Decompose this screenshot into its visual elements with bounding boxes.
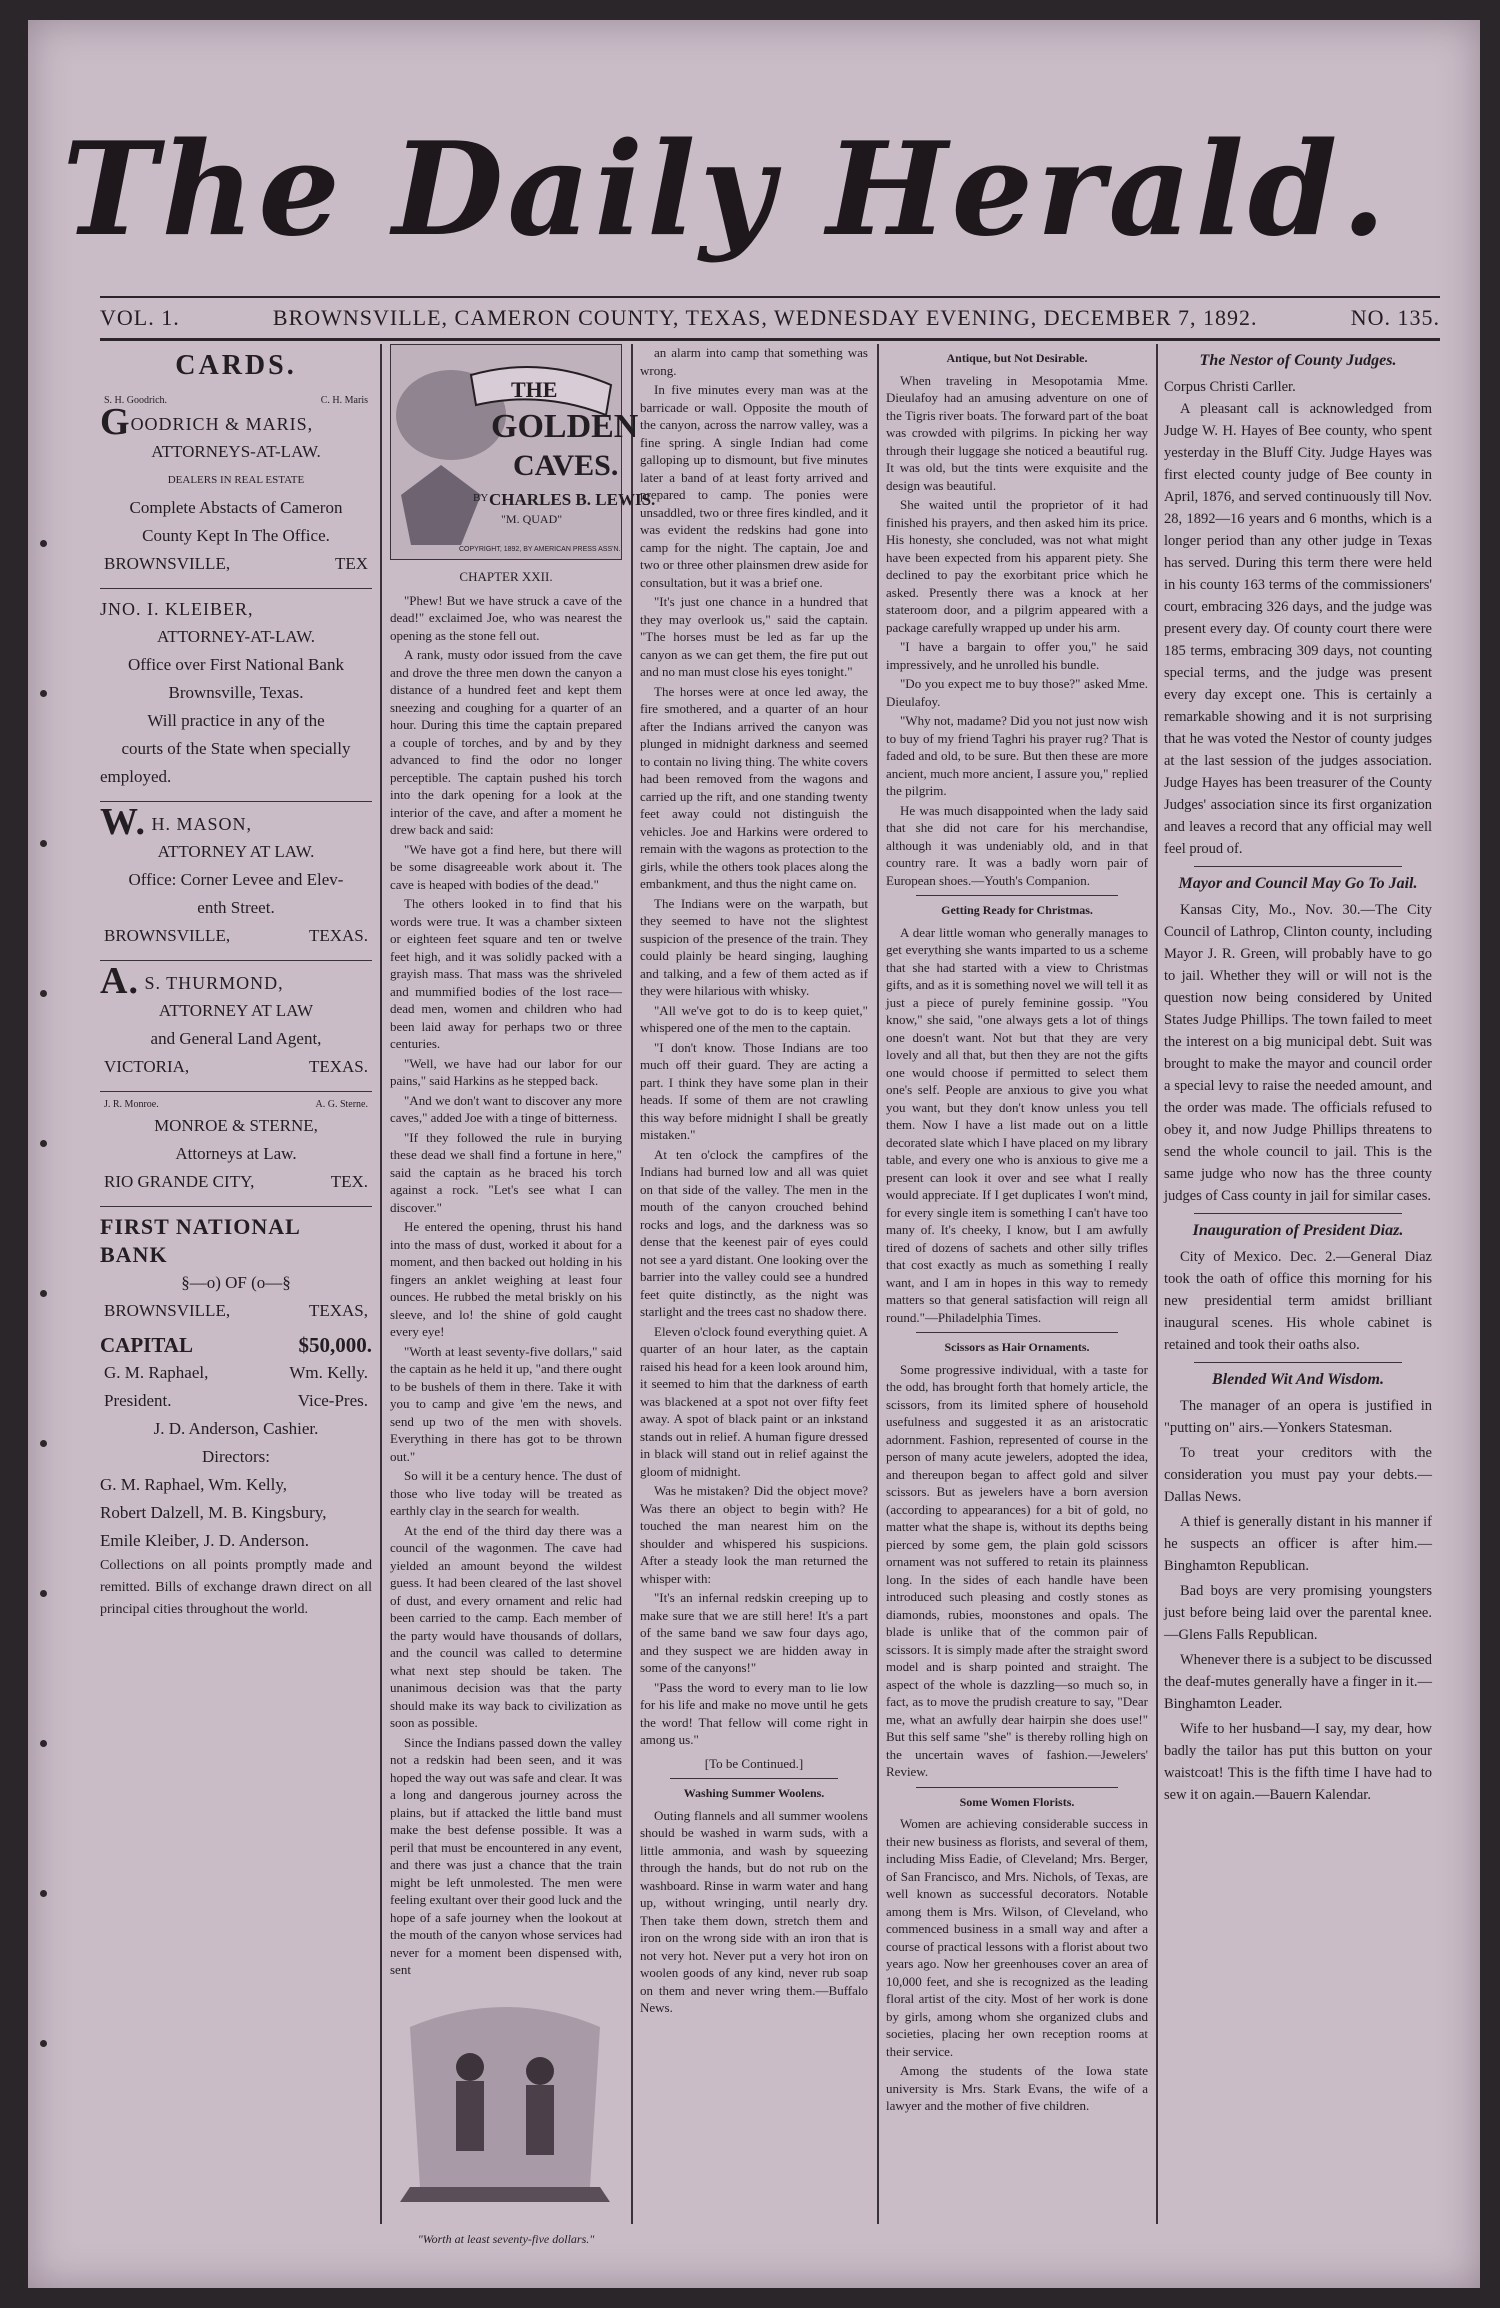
attorney-role: ATTORNEY AT LAW: [158, 1001, 314, 1020]
article-paragraph: When traveling in Mesopotamia Mme. Dieulafoy had an amusing adventure on one of the Tigris river boats. The forward part of the boat was crowded with pilgrims. In picking her way through their luggage she noticed a beautiful rug. It was old, but the tints were exquisite and the design was beautiful.: [886, 372, 1148, 493]
article-heading-scissors: Scissors as Hair Ornaments.: [944, 1340, 1090, 1354]
card-place: BROWNSVILLE,: [104, 926, 231, 945]
partner-name: J. R. Monroe.: [104, 1099, 159, 1110]
separator: [916, 1787, 1118, 1788]
article-paragraph: He was much disappointed when the lady said that she did not care for his merchandise, although it was undeniably old, and in that country rare. It was a badly worn pair of European shoes.—Youth's Companion.: [886, 802, 1148, 888]
card-place: RIO GRANDE CITY,: [104, 1172, 255, 1191]
men-illustration-svg: [390, 1987, 622, 2207]
card-state: TEXAS.: [308, 1057, 368, 1076]
chapter-heading: CHAPTER XXII.: [459, 569, 553, 584]
cards-heading: CARDS.: [175, 350, 297, 381]
capital-label: CAPITAL: [100, 1333, 193, 1357]
story-paragraph: "Well, we have had our labor for our pains," said Harkins as he stepped back.: [390, 1055, 622, 1088]
binding-hole: [40, 1290, 47, 1297]
card-line: employed.: [100, 767, 172, 786]
column-golden-caves: [390, 344, 656, 2246]
article-heading-antique: Antique, but Not Desirable.: [946, 351, 1088, 365]
separator: [1194, 1362, 1402, 1363]
newspaper-title: The Daily Herald.: [62, 115, 1390, 265]
article-antique: [886, 372, 1148, 890]
article-text-diaz: City of Mexico. Dec. 2.—General Diaz took the oath of office this morning for his new presidential term amidst brilliant inaugural scenes. His whole cabinet is retained and took their oaths also.: [1164, 1249, 1432, 1353]
story-paragraph: Was he mistaken? Did the object move? Was there an object to begin with? He touched the man nearest him on the shoulder and whispered his suspicions. After a steady look the man returned the whisper with:: [640, 1483, 868, 1586]
partner-name: A. G. Sterne.: [315, 1099, 368, 1110]
article-scissors: [886, 1361, 1148, 1781]
story-paragraph: "It's just one chance in a hundred that they may overlook us," said the captain. "The horses must be led as far up the canyon as we can get them, the fire put out and no man must close his eyes tonight.": [640, 594, 868, 679]
illustration-caption: "Worth at least seventy-five dollars.": [417, 2231, 595, 2246]
column-rule: [631, 344, 633, 2224]
binding-hole: [40, 1590, 47, 1597]
column-news: [1164, 344, 1432, 2224]
column-story-continued: [640, 344, 868, 2224]
firm-name: OODRICH & MARIS,: [130, 414, 314, 434]
story-paragraph: So will it be a century hence. The dust of those who live today will be treated as earthly clay in the search for wealth.: [390, 1468, 622, 1518]
card-line: courts of the State when specially: [121, 739, 351, 758]
binding-hole: [40, 540, 47, 547]
dateline: [100, 296, 1440, 341]
card-line: Will practice in any of the: [147, 711, 325, 730]
binding-hole: [40, 690, 47, 697]
card-monroe-sterne: [100, 1092, 372, 1207]
scene-ground: [400, 2187, 610, 2202]
binding-hole: [40, 1890, 47, 1897]
drop-initial: W.: [100, 801, 147, 843]
attorney-role: ATTORNEY AT LAW.: [157, 842, 315, 861]
firm-role: Attorneys at Law.: [175, 1144, 297, 1163]
card-state: TEX.: [330, 1172, 368, 1191]
place-and-date: BROWNSVILLE, CAMERON COUNTY, TEXAS, WEDNESDAY EVENING, DECEMBER 7, 1892.: [272, 305, 1258, 330]
card-thurmond: [100, 961, 372, 1092]
article-paragraph: Wife to her husband—I say, my dear, how badly the tailor has put this button on your waistcoat! This is the fifth time I have had to sew it on again.—Bauern Kalendar.: [1164, 1721, 1432, 1803]
article-paragraph: A dear little woman who generally manages to get everything she wants imparted to us a scheme that she had started with a view to Christmas gifts, and as it is something novel we will tell it as just a piece of purely feminine gossip. "You know," she said, "one always gets a lot of things one doesn't want. Not but that they are very lovely and all that, but then they are not the gifts one would choose if permitted to select them one's self. People are anxious to give you what you want, but they don't know unless you tell them. Now I have a list made out on a little decorated slate which I have placed on my library table, and every one who is anxious to give me a present can look it over and see what I really would appreciate. If I get duplicates I won't mind, for every single item is something I can't have too many of. It's cheeky, I know, but I am awfully tired of dozens of sachets and other silly trifles that cost exactly as much as something I really want, and I am in hopes in this way to remedy matters so that general satisfaction will reign all round."—Philadelphia Times.: [886, 924, 1148, 1325]
volume-number: VOL. 1.: [100, 305, 180, 330]
article-heading-mayor: Mayor and Council May Go To Jail.: [1178, 875, 1418, 892]
article-paragraph: She waited until the proprietor of it had finished his prayers, and then asked him its price. His honesty, she concluded, was not what might have been expected from his apparent piety. She declined to pay the exorbitant price which he asked. Presently there was a knock at her stateroom door, and a pilgrim appeared with a package carefully wrapped up under his arm.: [886, 497, 1148, 635]
capital-value: $50,000.: [298, 1333, 372, 1357]
partner-name: S. H. Goodrich.: [104, 395, 168, 406]
figure-body: [456, 2081, 484, 2151]
article-text-nestor: A pleasant call is acknowledged from Judge W. H. Hayes of Bee county, who spent yesterday in the Bluff City. Judge Hayes was first elected county judge of Bee county in April, 1876, and served continuously till Nov. 28, 1892—16 years and 6 months, which is a longer period than any other judge in Texas has served. During this term there were held in his county 163 terms of the commissioners' court, embracing 326 days, and the judge was present every day. Of county court there were 185 terms, embracing 309 days, not counting special terms, and the judge was present every day except one. This is certainly a remarkable showing and it is not surprising that he was voted the Nestor of county judges at the last session of the judges association. Judge Hayes has been treasurer of the County Judges' association since its first organization and leaves a record that any official may well feel proud of.: [1164, 401, 1432, 857]
directors-heading: Directors:: [202, 1447, 270, 1466]
story-paragraphs: [640, 344, 868, 1749]
story-paragraph: an alarm into camp that something was wrong.: [640, 345, 868, 378]
story-paragraph: "It's an infernal redskin creeping up to make sure that we are still here! It's a part of the same band we saw four days ago, and they suspect we are hidden away in some of the canyons!": [640, 1590, 868, 1675]
card-line: Office: Corner Levee and Elev-: [128, 870, 344, 889]
story-paragraph: Since the Indians passed down the valley not a redskin had been seen, and it was hoped the way out was safe and clear. It was a long and dangerous journey across the plains, but if attacked the little band must make the best defense possible. It was a peril that must be encountered in any event, and there was just a chance that the train might be left unmolested. The men were feeling exultant over their good luck and the hope of a safe journey when the lookout at the mouth of the canyon whose services had never for a moment been dispensed with, sent: [390, 1734, 622, 1977]
story-paragraph: A rank, musty odor issued from the cave and drove the three men down the canyon a distance of a hundred feet and kept them sneezing and coughing for a quarter of an hour. During this time the captain prepared a couple of torches, and by and by they advanced to find the odor no longer perceptible. The captain pushed his torch into the dark opening for a look at the interior of the cave, and after a moment he drew back and said:: [390, 647, 622, 837]
story-paragraph: "If they followed the rule in burying these dead we shall find a fortune in here," said the captain as he braced his torch against a rock. "Let's see what I can discover.": [390, 1129, 622, 1215]
story-paragraph: "We have got a find here, but there will be some disagreeable work about it. The cave is heaped with bodies of the dead.": [390, 841, 622, 892]
article-heading-nestor: The Nestor of County Judges.: [1199, 352, 1397, 369]
card-kleiber: [100, 589, 372, 802]
binding-hole: [40, 1740, 47, 1747]
binding-hole: [40, 2040, 47, 2047]
column-rule: [380, 344, 382, 2224]
figure-head: [456, 2053, 484, 2081]
article-heading-diaz: Inauguration of President Diaz.: [1192, 1222, 1404, 1239]
card-state: TEX: [334, 554, 368, 573]
story-paragraph: "All we've got to do is to keep quiet," whispered one of the men to the captain.: [640, 1002, 868, 1035]
two-men-illustration: [390, 1987, 622, 2227]
story-paragraph: "Worth at least seventy-five dollars," said the captain as he held it up, "and there ought to be bushels of them in there. Take it with you to camp and give 'em the news, and send up two of the men with shovels. Everything in there has got to be thrown out.": [390, 1343, 622, 1464]
story-paragraph: Eleven o'clock found everything quiet. A quarter of an hour later, as the captain raised his head for a keen look around him, it seemed to him that the darkness of earth was blackened at a spot not over fifty feet away. A spot of black paint or an inkstand stands out in relief. A human figure dressed in black will stand out in relief against the gloom of midnight.: [640, 1323, 868, 1479]
drop-initial: A.: [100, 960, 139, 1002]
drop-initial: G: [100, 401, 131, 443]
firm-subtitle: DEALERS IN REAL ESTATE: [167, 474, 305, 486]
card-goodrich-maris: [100, 388, 372, 589]
story-paragraph: "Pass the word to every man to lie low for his life and make no move until he gets the word! That fellow will come right in among us.": [640, 1679, 868, 1747]
article-florists: [886, 1815, 1148, 2115]
directors-line: Robert Dalzell, M. B. Kingsbury,: [100, 1503, 327, 1522]
card-line: County Kept In The Office.: [142, 526, 330, 545]
article-heading-wit: Blended Wit And Wisdom.: [1212, 1371, 1384, 1388]
article-wit: [1164, 1395, 1432, 1806]
card-first-national-bank: [100, 1207, 372, 1631]
card-mason: [100, 802, 372, 961]
article-paragraph: Women are achieving considerable success in their new business as florists, and several of them, including Miss Eadie, of Cleveland; Mrs. Berger, of San Francisco, and Mrs. Nichols, of Texas, are well known as successful decorators. Notable among them is Mrs. Wilson, of Cleveland, who commenced business in a small way and after a course of practical lessons with a florist about two years ago. Now her greenhouses cover an area of 10,000 feet, and she is recognized as the leading floral artist of the city. Most of her work is done by girls, among whom she organized clubs and societies, placing her own reception rooms at their service.: [886, 1816, 1148, 2059]
bank-name: FIRST NATIONAL BANK: [100, 1214, 300, 1267]
vice-president-name: Wm. Kelly.: [289, 1363, 368, 1382]
story-paragraph: "I don't know. Those Indians are too much off their guard. They are acting a part. I think they have some plan in their heads. If some of them are not crawling this way before midnight I shall be greatly mistaken.": [640, 1039, 868, 1142]
card-line: Brownsville, Texas.: [168, 683, 304, 702]
story-paragraph: The others looked in to find that his words were true. It was a chamber sixteen or eighteen feet square and ten or twelve feet high, and it was solidly packed with a grayish mass. That mass was the shriveled and mummified bodies of the lost race—dead men, women and children who had been laid away for perhaps two or three centuries.: [390, 896, 622, 1051]
separator: [1194, 1213, 1402, 1214]
card-line: Complete Abstacts of Cameron: [129, 498, 343, 517]
banner-word-caves: CAVES.: [513, 449, 619, 482]
attorney-name: JNO. I. KLEIBER,: [100, 599, 254, 619]
cashier: J. D. Anderson, Cashier.: [153, 1419, 319, 1438]
article-paragraph: Some progressive individual, with a taste for the odd, has brought forth that homely article, the scissors, from its limited sphere of household usefulness and suggested it as an aristocratic adornment. Fashion, represented of course in the person of many acute jewelers, adopted the idea, and thereupon began to affect gold and silver scissors. But as jewelers have a born aversion (according to appearances) for a bit of gold, no matter what the shape is, without its depths being pierced by some gem, the plain gold scissors ornament was not suffered to retain its plainness long. In the sides of each handle have been introduced such pleasing and costly stones as diamonds, rubies, moonstones and opals. The blade is unlike that of the common pair of scissors. It is simply made after the straight sword model and is sharp pointed and straight. The aspect of the whole is dazzling—so much so, in fact, as to move the prudish creature to say, "Dear me, what an awfully dear hairpin she does use!" But this self same "she" is thereby rolling high on the uncertain waves of fashion.—Jewelers' Review.: [886, 1361, 1148, 1779]
article-christmas: [886, 924, 1148, 1327]
story-paragraphs: [390, 592, 622, 1979]
card-place: BROWNSVILLE,: [104, 554, 231, 573]
issue-number: NO. 135.: [1350, 305, 1440, 330]
banner-author: CHARLES B. LEWIS.: [489, 490, 656, 509]
article-text-washing: Outing flannels and all summer woolens should be washed in warm suds, with a little ammonia, and wash by squeezing through the hands, but do not rub on the washboard. Rinse in warm water and hang up, without wringing, until nearly dry. Then take them down, stretch them and iron on the wrong side with an iron that is not very hot. Never put a very hot iron on woolen goods of any kind, never rub soap on them and never wring them.—Buffalo News.: [640, 1807, 868, 2015]
firm-role: ATTORNEYS-AT-LAW.: [151, 442, 321, 461]
separator: [916, 895, 1118, 896]
binding-hole: [40, 1440, 47, 1447]
bank-state: TEXAS,: [308, 1301, 368, 1320]
binding-hole: [40, 840, 47, 847]
separator: [916, 1332, 1118, 1333]
figure-body: [526, 2085, 554, 2155]
article-paragraph: Bad boys are very promising youngsters just before being laid over the parental knee.—Glens Falls Republican.: [1164, 1583, 1432, 1643]
article-heading-florists: Some Women Florists.: [959, 1794, 1075, 1809]
bank-city: BROWNSVILLE,: [104, 1301, 231, 1320]
banner-pen-name: "M. QUAD": [501, 512, 563, 526]
article-heading-washing: Washing Summer Woolens.: [683, 1786, 825, 1800]
article-paragraph: The manager of an opera is justified in "putting on" airs.—Yonkers Statesman.: [1164, 1398, 1432, 1436]
article-paragraph: "Do you expect me to buy those?" asked Mme. Dieulafoy.: [886, 676, 1148, 709]
card-place: VICTORIA,: [104, 1057, 190, 1076]
article-paragraph: To treat your creditors with the consideration you must pay your debts.—Dallas News.: [1164, 1445, 1432, 1505]
binding-hole: [40, 1140, 47, 1147]
bank-of: §—o) OF (o—§: [181, 1273, 291, 1292]
president-role: President.: [104, 1391, 172, 1410]
story-paragraph: The Indians were on the warpath, but they seemed to have not the slightest suspicion of the presence of the train. They could plainly be heard singing, laughing and talking, and a few of them acted as if they were hilarious with whisky.: [640, 895, 868, 998]
attorney-name: S. THURMOND,: [144, 973, 284, 993]
banner-illustration-svg: [391, 345, 656, 559]
president-name: G. M. Raphael,: [104, 1363, 209, 1382]
card-line: and General Land Agent,: [150, 1029, 322, 1048]
card-line: Office over First National Bank: [128, 655, 344, 674]
separator: [670, 1778, 838, 1779]
binding-hole: [40, 990, 47, 997]
column-misc-articles: [886, 344, 1148, 2224]
article-paragraph: A thief is generally distant in his manner if he suspects an officer is after him.—Binghamton Republican.: [1164, 1514, 1432, 1574]
column-rule: [877, 344, 879, 2224]
scene-figures: [401, 465, 481, 545]
card-state: TEXAS.: [308, 926, 368, 945]
banner-word-the: THE: [511, 377, 558, 402]
masthead: [40, 110, 1412, 270]
article-source: Corpus Christi Carller.: [1164, 379, 1296, 395]
article-paragraph: Among the students of the Iowa state university is Mrs. Stark Evans, the wife of a lawyer and the mother of five children.: [886, 2063, 1148, 2113]
firm-name: MONROE & STERNE,: [154, 1116, 318, 1135]
to-be-continued: [To be Continued.]: [704, 1755, 804, 1771]
story-paragraph: The horses were at once led away, the fire smothered, and a quarter of an hour after the Indians arrived the canyon was plunged in midnight darkness and seemed to contain no living thing. The white covers had been removed from the wagons and carried up the rift, and one standing twenty feet away could not distinguish the vehicles. Joe and Harkins were ordered to remain with the wagons as protection to the girls, while the others took places along the embankment, and thus the night came on.: [640, 683, 868, 891]
directors-line: Emile Kleiber, J. D. Anderson.: [100, 1531, 309, 1550]
attorney-role: ATTORNEY-AT-LAW.: [156, 627, 316, 646]
banner-word-golden: GOLDEN: [491, 408, 639, 445]
column-rule: [1156, 344, 1158, 2224]
banner-copyright: COPYRIGHT, 1892, BY AMERICAN PRESS ASS'N.: [459, 546, 621, 553]
story-paragraph: "Phew! But we have struck a cave of the dead!" exclaimed Joe, who was nearest the opening as the stone fell out.: [390, 592, 622, 643]
golden-caves-banner-illustration: [390, 344, 656, 560]
column-cards: [100, 344, 372, 2224]
card-line: enth Street.: [197, 898, 275, 917]
figure-head: [526, 2057, 554, 2085]
article-text-mayor: Kansas City, Mo., Nov. 30.—The City Council of Lathrop, Clinton county, including Mayor J. R. Green, will probably have to go to jail. Whether they will or will not is the question now being considered by United States Judge Phillips. The town failed to meet the interest on a big municipal debt. Suit was brought to make the mayor and council order a special levy to raise the needed amount, and the order was made. The officials refused to obey it, and now Judge Phillips threatens to send the whole council to jail. This is the same judge who now has the three county judges of Cass county in jail for similar cases.: [1164, 902, 1432, 1204]
story-paragraph: At ten o'clock the campfires of the Indians had burned low and all was quiet on that side of the valley. The men in the mouth of the canyon crouched behind rocks and logs, and the darkness was so dense that the keenest pair of eyes could not see a yard distant. One looking over the barrier into the valley could see a hundred feet quite distinctly, as the night was starlight and the trees cast no shadow there.: [640, 1146, 868, 1319]
scene-cave: [410, 2007, 600, 2187]
article-paragraph: "Why not, madame? Did you not just now wish to buy of my friend Taghri his prayer rug? That is faded and old, to be sure. But then these are more ancient, much more ancient, I assure you," replied the pilgrim.: [886, 713, 1148, 798]
article-paragraph: Whenever there is a subject to be discussed the deaf-mutes generally have a finger in it.—Binghamton Leader.: [1164, 1652, 1432, 1712]
directors-line: G. M. Raphael, Wm. Kelly,: [100, 1475, 287, 1494]
article-heading-christmas: Getting Ready for Christmas.: [941, 903, 1093, 917]
separator: [1194, 866, 1402, 867]
vice-president-role: Vice-Pres.: [297, 1391, 368, 1410]
banner-by: BY: [473, 492, 489, 504]
article-paragraph: "I have a bargain to offer you," he said impressively, and he unrolled his bundle.: [886, 639, 1148, 672]
partner-name: C. H. Maris: [320, 395, 368, 406]
attorney-name: H. MASON,: [151, 814, 253, 834]
story-paragraph: In five minutes every man was at the barricade or wall. Opposite the mouth of the canyon, across the narrow valley, was a fine spring. A single Indian had come galloping up to dismount, but five minutes later a band of at least forty arrived and prepared to camp. The ponies were unsaddled, two or three fires kindled, and it was evident the redskins had gone into camp for the night. The captain, Joe and two or three other plainsmen drew aside for consultation, but it was a brief one.: [640, 382, 868, 590]
story-paragraph: He entered the opening, thrust his hand into the mass of dust, worked it about for a moment, and then backed out holding in his fingers an anklet weighing at least four ounces. He rubbed the metal briskly on his sleeve, and lo! the shine of gold caught every eye!: [390, 1219, 622, 1339]
bank-note: Collections on all points promptly made and remitted. Bills of exchange drawn direct on all principal cities throughout the world.: [100, 1558, 372, 1617]
story-paragraph: At the end of the third day there was a council of the wagonmen. The cave had yielded an amount beyond the wildest guess. It had been cleared of the last shovel of dust, and every ornament and relic had been carried to the camp. Each member of the party would have thousands of dollars, and the council was called to determine what next step should be taken. The unanimous decision was that the party should make its way back to civilization as soon as possible.: [390, 1522, 622, 1730]
story-paragraph: "And we don't want to discover any more caves," added Joe with a tinge of bitterness.: [390, 1092, 622, 1125]
